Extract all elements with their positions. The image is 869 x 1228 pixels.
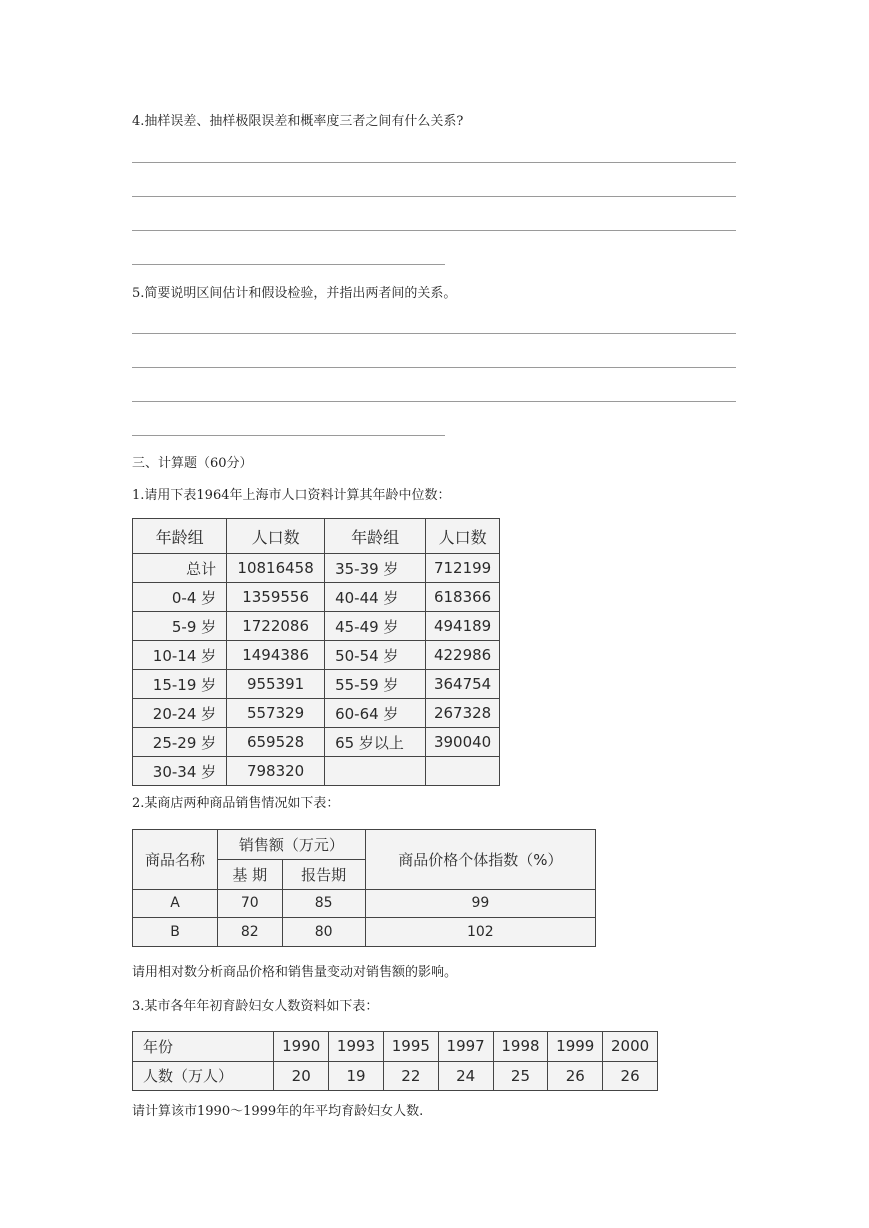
col-header: 人口数 — [227, 519, 325, 554]
answer-line — [132, 435, 445, 436]
question-5: 5.简要说明区间估计和假设检验，并指出两者间的关系。 — [132, 286, 457, 301]
age-group-cell: 40-44 岁 — [325, 583, 426, 612]
population-cell: 557329 — [227, 699, 325, 728]
population-cell: 955391 — [227, 670, 325, 699]
answer-line — [132, 264, 445, 265]
report-sales-cell: 85 — [282, 889, 365, 918]
age-group-cell: 55-59 岁 — [325, 670, 426, 699]
population-cell: 1359556 — [227, 583, 325, 612]
table-row — [133, 1061, 658, 1091]
col-header: 年龄组 — [325, 519, 426, 554]
section-title: 三、计算题（60分） — [132, 456, 253, 471]
price-index-cell: 99 — [365, 889, 595, 918]
population-cell: 712199 — [426, 554, 500, 583]
col-header: 报告期 — [282, 859, 365, 889]
year-cell: 1998 — [493, 1032, 548, 1062]
women-population-table — [132, 1031, 658, 1091]
table-header-row — [133, 830, 596, 860]
population-cell: 1494386 — [227, 641, 325, 670]
table-row — [133, 670, 500, 699]
year-cell: 1999 — [548, 1032, 603, 1062]
answer-line — [132, 367, 736, 368]
calc-question-2: 2.某商店两种商品销售情况如下表： — [132, 796, 340, 811]
year-cell: 1997 — [438, 1032, 493, 1062]
col-header: 商品价格个体指数（%） — [365, 830, 595, 890]
age-group-cell: 60-64 岁 — [325, 699, 426, 728]
age-group-cell: 65 岁以上 — [325, 728, 426, 757]
age-group-cell: 5-9 岁 — [133, 612, 227, 641]
year-cell: 2000 — [603, 1032, 658, 1062]
product-name-cell: A — [133, 889, 218, 918]
answer-line — [132, 230, 736, 231]
value-cell: 24 — [438, 1061, 493, 1091]
age-group-cell: 45-49 岁 — [325, 612, 426, 641]
population-cell: 618366 — [426, 583, 500, 612]
base-sales-cell: 82 — [218, 918, 283, 947]
table-header-row — [133, 519, 500, 554]
value-cell: 19 — [329, 1061, 384, 1091]
age-group-cell: 10-14 岁 — [133, 641, 227, 670]
table-row — [133, 699, 500, 728]
table-row — [133, 757, 500, 786]
table-row — [133, 641, 500, 670]
age-group-cell: 35-39 岁 — [325, 554, 426, 583]
col-header: 销售额（万元） — [218, 830, 366, 860]
sales-table — [132, 829, 596, 947]
base-sales-cell: 70 — [218, 889, 283, 918]
table-row — [133, 554, 500, 583]
table-row — [133, 918, 596, 947]
value-cell: 25 — [493, 1061, 548, 1091]
table-row — [133, 728, 500, 757]
answer-line — [132, 162, 736, 163]
age-group-cell: 总计 — [133, 554, 227, 583]
table-row — [133, 583, 500, 612]
report-sales-cell: 80 — [282, 918, 365, 947]
value-cell: 26 — [548, 1061, 603, 1091]
table-row — [133, 1032, 658, 1062]
age-group-cell — [325, 757, 426, 786]
row-header: 人数（万人） — [133, 1061, 274, 1091]
row-header: 年份 — [133, 1032, 274, 1062]
age-group-cell: 25-29 岁 — [133, 728, 227, 757]
age-group-cell: 20-24 岁 — [133, 699, 227, 728]
answer-line — [132, 401, 736, 402]
value-cell: 22 — [383, 1061, 438, 1091]
population-table — [132, 518, 500, 786]
population-cell: 1722086 — [227, 612, 325, 641]
year-cell: 1990 — [274, 1032, 329, 1062]
price-index-cell: 102 — [365, 918, 595, 947]
population-cell: 267328 — [426, 699, 500, 728]
year-cell: 1995 — [383, 1032, 438, 1062]
population-cell: 10816458 — [227, 554, 325, 583]
product-name-cell: B — [133, 918, 218, 947]
age-group-cell: 50-54 岁 — [325, 641, 426, 670]
population-cell: 390040 — [426, 728, 500, 757]
population-cell: 422986 — [426, 641, 500, 670]
population-cell: 364754 — [426, 670, 500, 699]
age-group-cell: 15-19 岁 — [133, 670, 227, 699]
answer-line — [132, 196, 736, 197]
table-row — [133, 612, 500, 641]
age-group-cell: 0-4 岁 — [133, 583, 227, 612]
col-header: 人口数 — [426, 519, 500, 554]
calc-question-3-instruction: 请计算该市1990～1999年的年平均育龄妇女人数. — [132, 1104, 424, 1119]
value-cell: 26 — [603, 1061, 658, 1091]
age-group-cell: 30-34 岁 — [133, 757, 227, 786]
population-cell: 494189 — [426, 612, 500, 641]
year-cell: 1993 — [329, 1032, 384, 1062]
population-cell — [426, 757, 500, 786]
population-cell: 798320 — [227, 757, 325, 786]
col-header: 商品名称 — [133, 830, 218, 890]
population-cell: 659528 — [227, 728, 325, 757]
table-row — [133, 889, 596, 918]
value-cell: 20 — [274, 1061, 329, 1091]
answer-line — [132, 333, 736, 334]
calc-question-1: 1.请用下表1964年上海市人口资料计算其年龄中位数： — [132, 488, 451, 503]
calc-question-2-instruction: 请用相对数分析商品价格和销售量变动对销售额的影响。 — [132, 965, 458, 980]
col-header: 年龄组 — [133, 519, 227, 554]
col-header: 基 期 — [218, 859, 283, 889]
calc-question-3: 3.某市各年年初育龄妇女人数资料如下表： — [132, 999, 379, 1014]
question-4: 4.抽样误差、抽样极限误差和概率度三者之间有什么关系? — [132, 114, 464, 129]
